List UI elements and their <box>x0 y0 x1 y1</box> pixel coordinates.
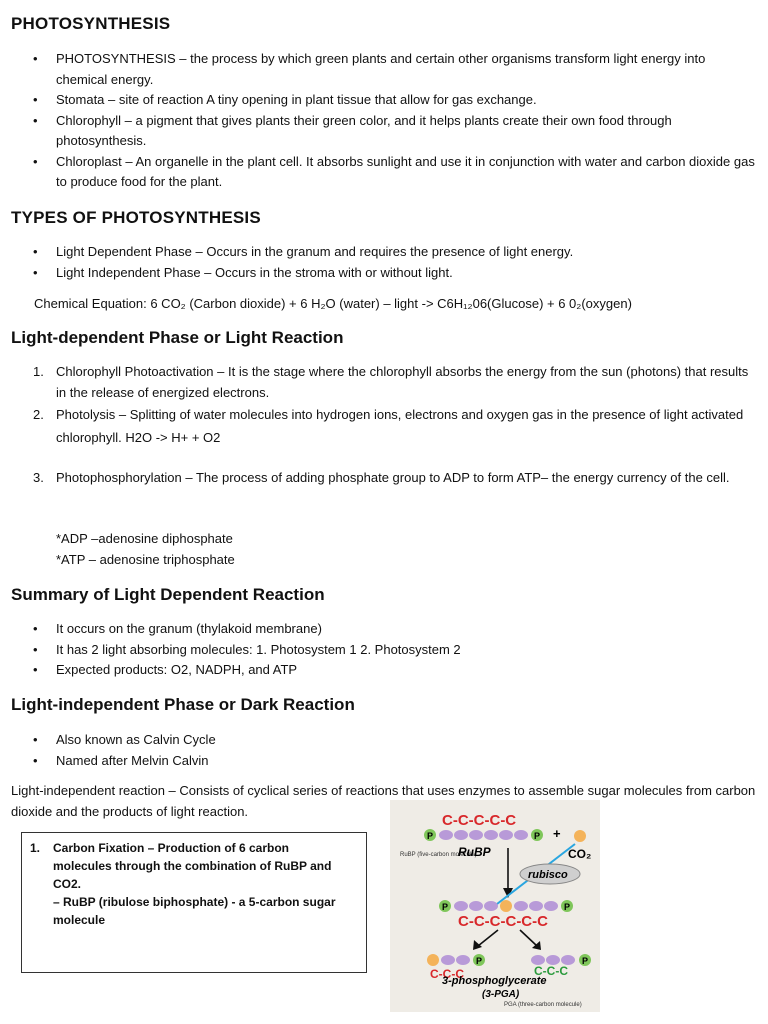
list-item: 2. Photolysis – Splitting of water molecules into hydrogen ions, electrons and oxygen gas in the presence of light activated chlorophyll. H2O -> H+ + O2 <box>33 407 744 445</box>
chemical-equation: Chemical Equation: 6 CO₂ (Carbon dioxide) + 6 H₂O (water) – light -> C6H₁₂06(Glucose) + 6 0₂(oxygen) <box>34 296 632 311</box>
pga-left <box>427 954 485 966</box>
light-independent-paragraph: Light-independent reaction – Consists of cyclical series of reactions that uses enzymes to assemble sugar molecules from carbon dioxide and the products of light reaction. <box>11 783 756 819</box>
rubp-caption: RuBP (five-carbon molecule) <box>400 852 477 858</box>
list-item: • Chlorophyll – a pigment that gives plants their green color, and it helps plants create their own food through photosynthesis. <box>33 112 672 148</box>
calvin-cycle-diagram <box>390 800 600 1012</box>
types-list <box>0 242 768 283</box>
list-item: • It has 2 light absorbing molecules: 1. Photosystem 1 2. Photosystem 2 <box>33 641 461 657</box>
rubp-label: RuBP <box>458 845 491 859</box>
six-carbon-molecule <box>439 900 573 912</box>
list-item: • It occurs on the granum (thylakoid membrane) <box>33 621 322 636</box>
list-item: • PHOTOSYNTHESIS – the process by which green plants and certain other organisms transform light energy into chemical energy. <box>33 51 706 87</box>
heading-summary: Summary of Light Dependent Reaction <box>11 585 325 604</box>
svg-text:P: P <box>442 902 449 912</box>
right-carbon-chain: C-C-C <box>534 964 568 978</box>
plus-sign: + <box>553 826 561 841</box>
carbon-fixation-text: 1. Carbon Fixation – Production of 6 carbon molecules through the combination of RuBP and CO2. – RuBP (ribulose biphosphate) - a 5-carbon sugar molecule <box>30 841 336 927</box>
list-item: • Also known as Calvin Cycle <box>33 732 216 747</box>
svg-text:P: P <box>534 831 541 841</box>
list-item: • Light Dependent Phase – Occurs in the granum and requires the presence of light energy. <box>33 244 574 259</box>
list-item: • Light Independent Phase – Occurs in the stroma with or without light. <box>33 264 453 280</box>
list-item: • Stomata – site of reaction A tiny opening in plant tissue that allow for gas exchange. <box>33 92 537 107</box>
heading-light-dependent: Light-dependent Phase or Light Reaction <box>11 328 344 347</box>
photosynthesis-list <box>0 49 768 193</box>
carbon-fixation-box <box>21 832 367 973</box>
summary-list <box>0 619 768 681</box>
light-dependent-list-2 <box>0 468 768 489</box>
svg-text:P: P <box>564 902 571 912</box>
pga-caption: PGA (three-carbon molecule) <box>504 1002 582 1008</box>
heading-light-independent: Light-independent Phase or Dark Reaction <box>11 695 355 714</box>
heading-types: TYPES OF PHOTOSYNTHESIS <box>11 208 261 227</box>
adp-note: *ADP –adenosine diphosphate <box>56 531 233 546</box>
light-dependent-list <box>0 362 768 449</box>
svg-text:P: P <box>582 956 589 966</box>
list-item: • Expected products: O2, NADPH, and ATP <box>33 662 298 677</box>
list-item: 3. Photophosphorylation – The process of adding phosphate group to ADP to form ATP– the energy currency of the cell. <box>33 470 730 485</box>
light-independent-list <box>0 730 768 771</box>
atp-note: *ATP – adenosine triphosphate <box>56 552 235 567</box>
co2-carbon <box>574 830 586 842</box>
rubisco-label: rubisco <box>528 869 568 881</box>
six-carbon-chain: C-C-C-C-C-C <box>458 913 548 930</box>
svg-text:P: P <box>427 831 434 841</box>
list-item: 1. Chlorophyll Photoactivation – It is the stage where the chlorophyll absorbs the energy from the sun (photons) that results in the release of energized electrons. <box>33 364 749 400</box>
heading-photosynthesis: PHOTOSYNTHESIS <box>11 14 171 33</box>
top-carbon-chain: C-C-C-C-C <box>442 812 517 829</box>
pga-abbrev: (3-PGA) <box>482 989 520 1000</box>
left-carbon-chain: C-C-C <box>430 967 464 981</box>
list-item: • Chloroplast – An organelle in the plant cell. It absorbs sunlight and use it in conjunction with water and carbon dioxide gas to produce food for the plant. <box>33 153 755 189</box>
list-item: • Named after Melvin Calvin <box>33 752 209 768</box>
co2-label: CO₂ <box>568 847 592 861</box>
pga-label: 3-phosphoglycerate <box>442 975 547 987</box>
svg-text:P: P <box>476 956 483 966</box>
rubp-molecule <box>424 829 543 841</box>
